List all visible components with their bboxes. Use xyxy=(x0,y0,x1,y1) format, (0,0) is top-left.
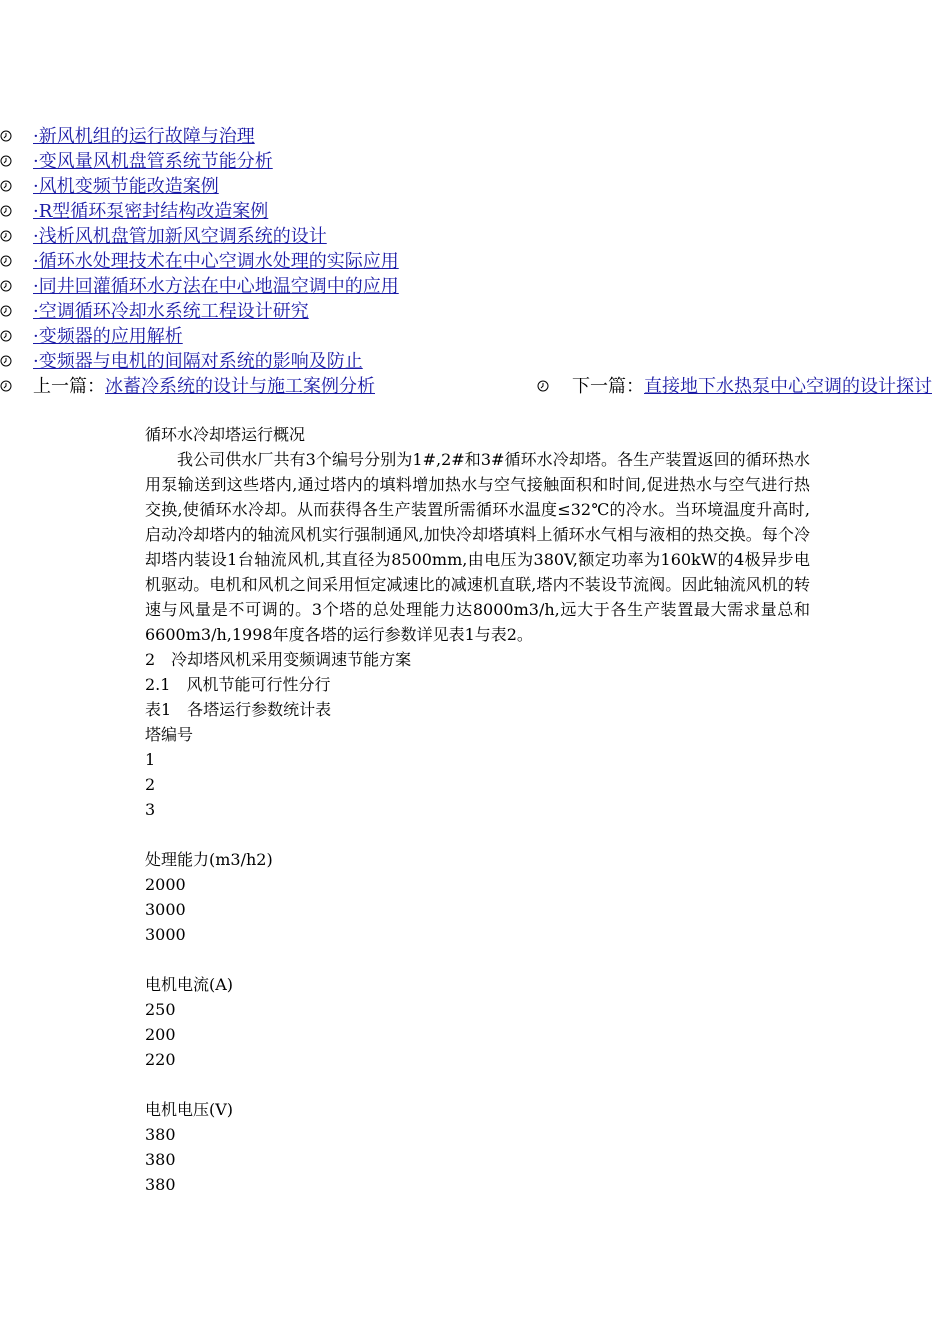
clock-icon xyxy=(0,230,12,242)
table-cell: 380 xyxy=(145,1125,176,1144)
clock-icon xyxy=(0,330,12,342)
related-link[interactable]: ·风机变频节能改造案例 xyxy=(33,176,219,197)
table-caption: 表1 各塔运行参数统计表 xyxy=(145,700,332,719)
clock-icon xyxy=(0,355,12,367)
related-link-row xyxy=(0,149,950,174)
related-link-row xyxy=(0,249,950,274)
table-cell: 3000 xyxy=(145,925,186,944)
next-label: 下一篇： xyxy=(572,376,644,397)
article-paragraph: 我公司供水厂共有3个编号分别为1#,2#和3#循环水冷却塔。各生产装置返回的循环热水用泵输送到这些塔内,通过塔内的填料增加热水与空气接触面积和时间,促进热水与空气进行热交换,使循环水冷却。从而获得各生产装置所需循环水温度≤32℃的冷水。当环境温度升高时,启动冷却塔内的轴流风机实行强制通风,加快冷却塔填料上循环水气相与液相的热交换。每个冷却塔内装设1台轴流风机,其直径为8500mm,由电压为380V,额定功率为160kW的4极异步电机驱动。电机和风机之间采用恒定减速比的减速机直联,塔内不装设节流阀。因此轴流风机的转速与风量是不可调的。3个塔的总处理能力达8000m3/h,远大于各生产装置最大需求量总和6600m3/h,1998年度各塔的运行参数详见表1与表2。 xyxy=(145,450,810,644)
clock-icon xyxy=(537,380,549,392)
related-link-row xyxy=(0,224,950,249)
clock-icon xyxy=(0,255,12,267)
clock-icon xyxy=(0,280,12,292)
related-link[interactable]: ·变频器的应用解析 xyxy=(33,326,183,347)
related-link[interactable]: ·空调循环冷却水系统工程设计研究 xyxy=(33,301,309,322)
related-link[interactable]: ·变频器与电机的间隔对系统的影响及防止 xyxy=(33,351,363,372)
table-cell: 2 xyxy=(145,775,156,794)
table-header-current: 电机电流(A) xyxy=(145,975,234,994)
prev-next-nav xyxy=(0,374,950,399)
clock-icon xyxy=(0,380,12,392)
table-cell: 380 xyxy=(145,1175,176,1194)
table-header-capacity: 处理能力(m3/h2) xyxy=(145,850,273,869)
prev-label: 上一篇： xyxy=(33,376,105,397)
clock-icon xyxy=(0,180,12,192)
next-article xyxy=(572,374,932,399)
prev-article-link[interactable]: 冰蓄冷系统的设计与施工案例分析 xyxy=(105,376,375,397)
related-link[interactable]: ·新风机组的运行故障与治理 xyxy=(33,126,255,147)
related-link-row xyxy=(0,324,950,349)
table-cell: 2000 xyxy=(145,875,186,894)
next-article-link[interactable]: 直接地下水热泵中心空调的设计探讨 xyxy=(644,376,932,397)
table-header-tower: 塔编号 xyxy=(145,725,194,744)
article-heading: 循环水冷却塔运行概况 xyxy=(145,425,306,444)
related-link[interactable]: ·浅析风机盘管加新风空调系统的设计 xyxy=(33,226,327,247)
clock-icon xyxy=(0,130,12,142)
related-link[interactable]: ·变风量风机盘管系统节能分析 xyxy=(33,151,273,172)
table-cell: 380 xyxy=(145,1150,176,1169)
related-links xyxy=(0,124,950,399)
related-link-row xyxy=(0,274,950,299)
table-cell: 3 xyxy=(145,800,156,819)
related-link-row xyxy=(0,124,950,149)
table-cell: 250 xyxy=(145,1000,176,1019)
related-link-row xyxy=(0,174,950,199)
article-body xyxy=(145,422,810,1197)
table-cell: 3000 xyxy=(145,900,186,919)
table-cell: 220 xyxy=(145,1050,176,1069)
clock-icon xyxy=(0,155,12,167)
prev-article xyxy=(33,374,375,399)
related-link-row xyxy=(0,349,950,374)
table-header-voltage: 电机电压(V) xyxy=(145,1100,234,1119)
related-link[interactable]: ·R型循环泵密封结构改造案例 xyxy=(33,201,269,222)
table-cell: 1 xyxy=(145,750,156,769)
spacer xyxy=(145,822,810,847)
section-heading: 2 冷却塔风机采用变频调速节能方案 xyxy=(145,650,412,669)
table-cell: 200 xyxy=(145,1025,176,1044)
related-link[interactable]: ·循环水处理技术在中心空调水处理的实际应用 xyxy=(33,251,399,272)
related-link-row xyxy=(0,199,950,224)
related-link-row xyxy=(0,299,950,324)
spacer xyxy=(145,947,810,972)
clock-icon xyxy=(0,305,12,317)
clock-icon xyxy=(0,205,12,217)
spacer xyxy=(145,1072,810,1097)
related-link[interactable]: ·同井回灌循环水方法在中心地温空调中的应用 xyxy=(33,276,399,297)
subsection-heading: 2.1 风机节能可行性分行 xyxy=(145,675,331,694)
